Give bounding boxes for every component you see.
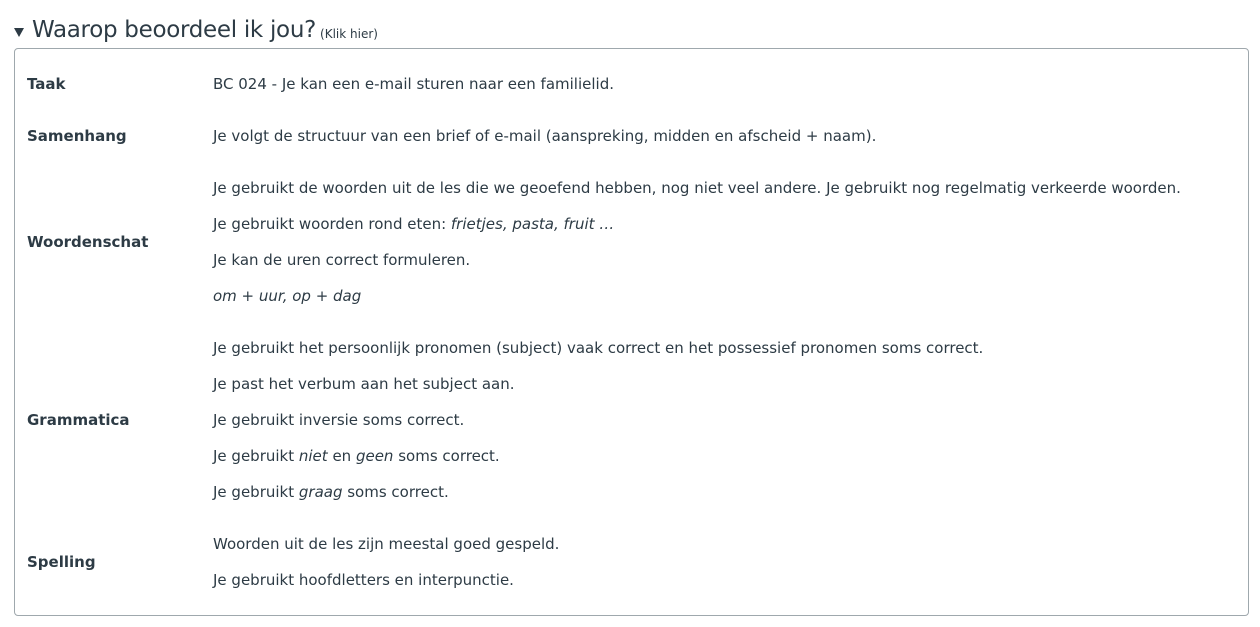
rubric-panel — [14, 48, 1249, 616]
rubric-text-grammatica-1: Je gebruikt het persoonlijk pronomen (subject) vaak correct en het possessief pronomen soms correct. — [213, 339, 984, 357]
rubric-toggle[interactable] — [14, 14, 378, 46]
italic-segment: om + uur, op + dag — [213, 287, 362, 305]
text-segment: soms correct. — [393, 447, 500, 465]
text-segment: Je gebruikt woorden rond eten: — [213, 215, 451, 233]
rubric-text-woordenschat-1: Je gebruikt de woorden uit de les die we geoefend hebben, nog niet veel andere. Je gebruikt nog regelmatig verkeerde woorden. — [213, 179, 1181, 197]
text-segment: Je gebruikt — [213, 483, 299, 501]
rubric-text-spelling-2: Je gebruikt hoofdletters en interpunctie. — [213, 571, 514, 589]
rubric-text-grammatica-3: Je gebruikt inversie soms correct. — [213, 411, 465, 429]
rubric-text-samenhang: Je volgt de structuur van een brief of e-mail (aanspreking, midden en afscheid + naam). — [213, 127, 877, 145]
section-title: Waarop beoordeel ik jou? — [32, 17, 317, 43]
rubric-label-taak: Taak — [27, 75, 66, 93]
italic-segment: geen — [355, 447, 394, 465]
rubric-text-woordenschat-2 — [213, 215, 614, 233]
italic-segment: frietjes, pasta, fruit … — [450, 215, 615, 233]
rubric-label-spelling: Spelling — [27, 553, 96, 571]
italic-segment: niet — [298, 447, 328, 465]
rubric-text-woordenschat-4 — [213, 287, 361, 305]
text-segment: Je gebruikt — [213, 447, 299, 465]
click-hint: (Klik hier) — [320, 27, 378, 41]
rubric-text-grammatica-4 — [213, 447, 500, 465]
rubric-text-grammatica-5 — [213, 483, 449, 501]
rubric-text-woordenschat-3: Je kan de uren correct formuleren. — [213, 251, 471, 269]
rubric-text-spelling-1: Woorden uit de les zijn meestal goed gespeld. — [213, 535, 560, 553]
rubric-label-grammatica: Grammatica — [27, 411, 130, 429]
rubric-label-woordenschat: Woordenschat — [27, 233, 149, 251]
italic-segment: graag — [298, 483, 343, 501]
text-segment: en — [327, 447, 356, 465]
expand-triangle-icon — [14, 28, 24, 37]
rubric-text-grammatica-2: Je past het verbum aan het subject aan. — [213, 375, 515, 393]
rubric-label-samenhang: Samenhang — [27, 127, 127, 145]
rubric-text-taak: BC 024 - Je kan een e-mail sturen naar een familielid. — [213, 75, 614, 93]
text-segment: soms correct. — [342, 483, 449, 501]
